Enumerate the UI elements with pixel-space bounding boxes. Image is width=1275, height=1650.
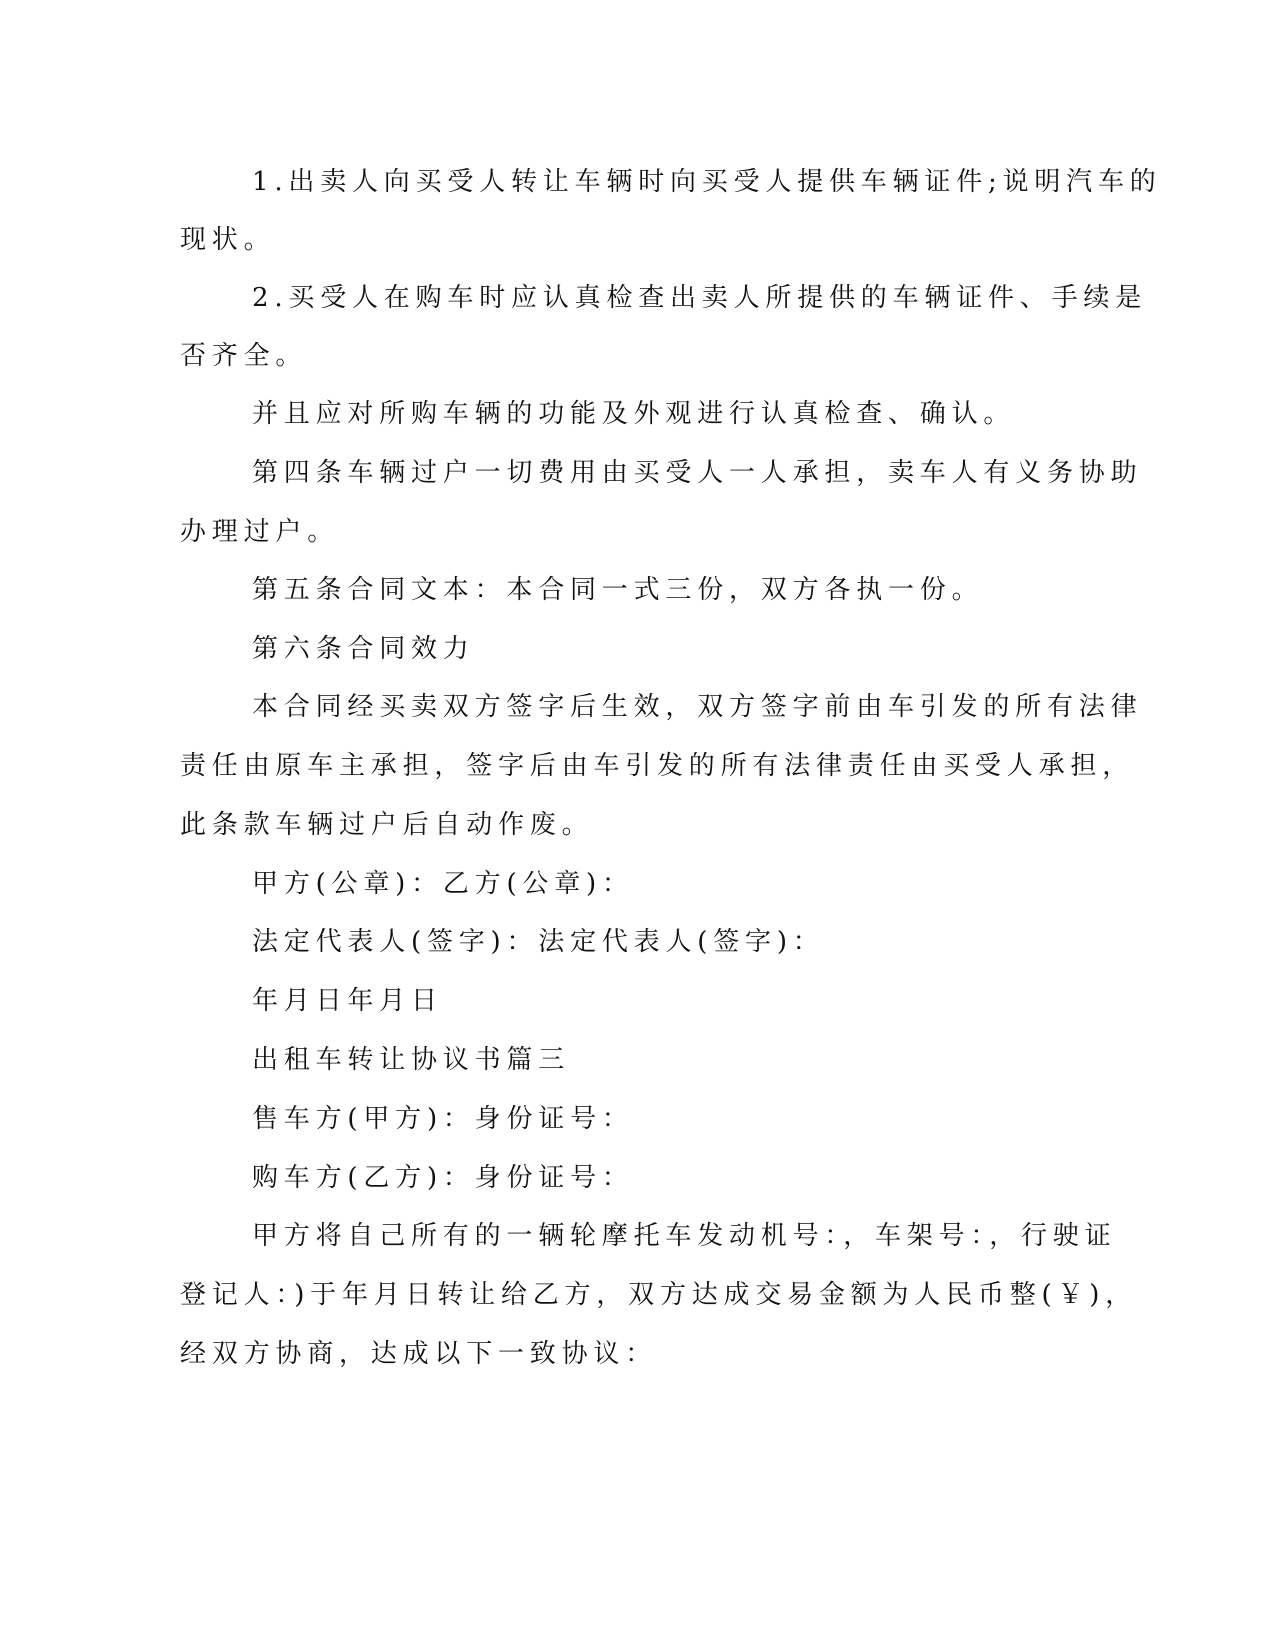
buyer-id-line: 购车方(乙方)：身份证号： <box>252 1163 634 1193</box>
clause-seller-provide-docs: 1.出卖人向买受人转让车辆时向买受人提供车辆证件;说明汽车的 <box>252 167 1162 197</box>
article-6-text-cont: 责任由原车主承担，签字后由车引发的所有法律责任由买受人承担， <box>180 751 1135 781</box>
section-title: 出租车转让协议书篇三 <box>252 1045 571 1075</box>
party-seal-line: 甲方(公章)：乙方(公章)： <box>252 869 634 899</box>
clause-buyer-inspect: 2.买受人在购车时应认真检查出卖人所提供的车辆证件、手续是 <box>252 283 1148 313</box>
article-4: 第四条车辆过户一切费用由买受人一人承担，卖车人有义务协助 <box>252 458 1143 488</box>
seller-id-line: 售车方(甲方)：身份证号： <box>252 1104 634 1134</box>
article-6-heading: 第六条合同效力 <box>252 634 475 664</box>
article-6-text: 本合同经买卖双方签字后生效，双方签字前由车引发的所有法律 <box>252 692 1143 722</box>
transfer-clause: 甲方将自己所有的一辆轮摩托车发动机号：，车架号：，行驶证 <box>252 1221 1117 1251</box>
article-5: 第五条合同文本：本合同一式三份，双方各执一份。 <box>252 575 984 605</box>
clause-buyer-inspect-cont: 否齐全。 <box>180 341 308 371</box>
article-4-cont: 办理过户。 <box>180 517 340 547</box>
transfer-clause-end: 经双方协商，达成以下一致协议： <box>180 1339 658 1369</box>
clause-inspect-function: 并且应对所购车辆的功能及外观进行认真检查、确认。 <box>252 399 1016 429</box>
legal-rep-sign-line: 法定代表人(签字)：法定代表人(签字)： <box>252 927 825 957</box>
article-6-text-end: 此条款车辆过户后自动作废。 <box>180 810 594 840</box>
clause-seller-provide-docs-cont: 现状。 <box>180 225 276 255</box>
date-line: 年月日年月日 <box>252 986 443 1016</box>
transfer-clause-cont: 登记人：)于年月日转让给乙方，双方达成交易金额为人民币整(￥)， <box>180 1280 1138 1310</box>
